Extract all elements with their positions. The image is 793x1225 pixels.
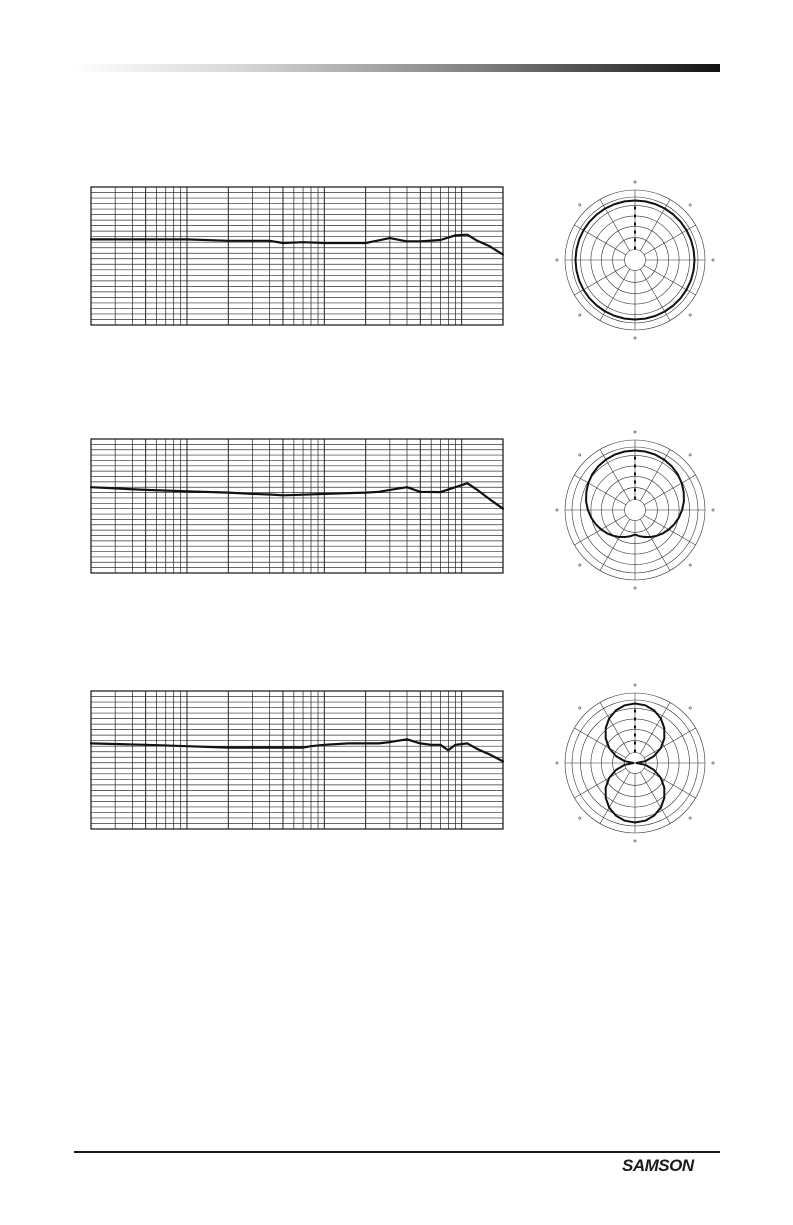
polar-angle-mark <box>712 259 714 261</box>
plot-frame <box>91 439 503 573</box>
plot-frame <box>91 691 503 829</box>
polar-angle-mark <box>634 840 636 842</box>
polar-pattern-chart-2 <box>550 425 720 595</box>
polar-angle-mark <box>634 684 636 686</box>
frequency-response-line <box>91 235 503 255</box>
polar-angle-mark <box>579 314 581 316</box>
polar-angle-mark <box>689 314 691 316</box>
frequency-response-line <box>91 739 503 761</box>
frequency-response-chart-2 <box>60 432 506 598</box>
polar-spoke <box>574 265 626 295</box>
polar-angle-mark <box>689 564 691 566</box>
frequency-response-chart-3 <box>90 690 504 830</box>
polar-angle-mark <box>579 817 581 819</box>
polar-spoke <box>644 475 696 505</box>
polar-spoke <box>600 449 630 501</box>
polar-angle-mark <box>634 587 636 589</box>
polar-angle-mark <box>579 204 581 206</box>
polar-ring <box>625 250 646 271</box>
polar-angle-mark <box>579 454 581 456</box>
polar-spoke <box>600 519 630 571</box>
polar-pattern-chart-3 <box>550 678 720 848</box>
polar-angle-mark <box>579 564 581 566</box>
polar-angle-mark <box>712 762 714 764</box>
polar-spoke <box>640 199 670 251</box>
polar-angle-mark <box>634 431 636 433</box>
frequency-response-chart-1 <box>90 186 504 326</box>
samson-logo <box>620 1155 722 1175</box>
polar-pattern-chart-1 <box>550 175 720 345</box>
polar-angle-mark <box>634 337 636 339</box>
polar-angle-mark <box>689 454 691 456</box>
footer-rule <box>74 1151 720 1153</box>
svg-text:SAMSON: SAMSON <box>622 1156 694 1175</box>
polar-angle-mark <box>689 707 691 709</box>
polar-spoke <box>640 269 670 321</box>
polar-spoke <box>640 449 670 501</box>
polar-angle-mark <box>556 509 558 511</box>
polar-spoke <box>574 475 626 505</box>
polar-spoke <box>574 728 626 758</box>
polar-angle-mark <box>689 817 691 819</box>
polar-ring <box>625 753 646 774</box>
polar-spoke <box>574 768 626 798</box>
plot-frame <box>91 187 503 325</box>
polar-angle-mark <box>634 181 636 183</box>
polar-spoke <box>640 519 670 571</box>
polar-angle-mark <box>556 762 558 764</box>
polar-spoke <box>644 265 696 295</box>
polar-spoke <box>644 225 696 255</box>
polar-spoke <box>574 225 626 255</box>
polar-angle-mark <box>579 707 581 709</box>
polar-angle-mark <box>689 204 691 206</box>
polar-angle-mark <box>712 509 714 511</box>
header-gradient-bar <box>74 64 720 72</box>
polar-spoke <box>644 768 696 798</box>
polar-spoke <box>600 269 630 321</box>
polar-spoke <box>644 728 696 758</box>
polar-spoke <box>574 515 626 545</box>
polar-spoke <box>644 515 696 545</box>
polar-ring <box>625 500 646 521</box>
polar-spoke <box>600 199 630 251</box>
polar-angle-mark <box>556 259 558 261</box>
